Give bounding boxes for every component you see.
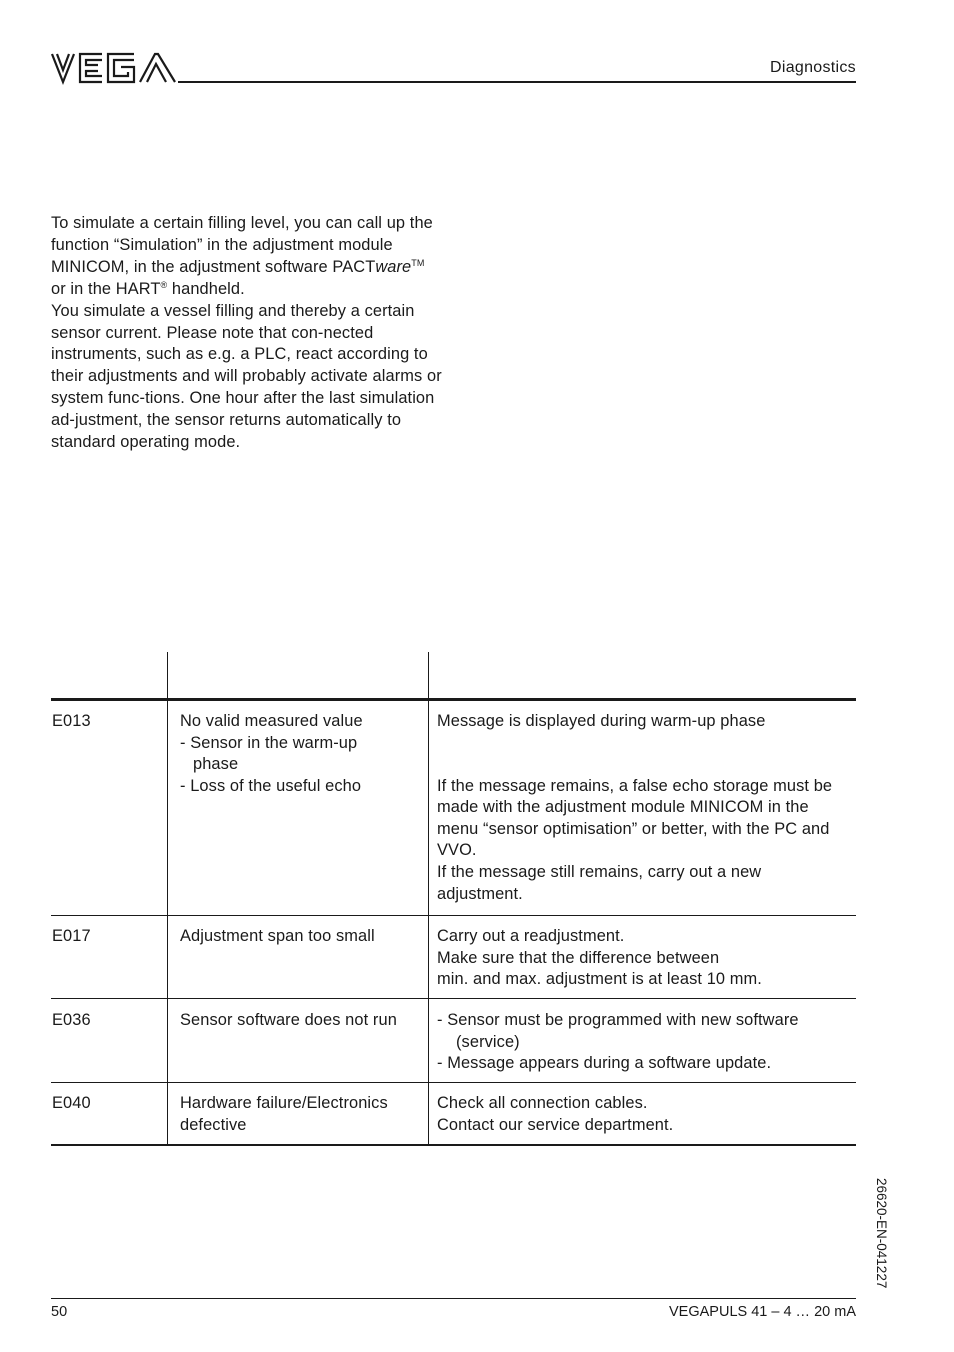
table-cell-remedy — [437, 1093, 849, 1136]
table-cell-cause — [180, 926, 424, 948]
table-header-rule — [51, 698, 856, 701]
table-cell-remedy — [437, 711, 849, 905]
table-row-divider — [51, 1082, 856, 1083]
registered-mark: ® — [160, 279, 168, 290]
table-cell-cause — [180, 711, 424, 797]
paragraph-1-text-2: or in the HART — [51, 279, 161, 298]
page-number: 50 — [51, 1304, 68, 1320]
remedy-line: Make sure that the difference between — [437, 948, 720, 967]
paragraph-1-text: To simulate a certain filling level, you can call up the function “Simulation” in the adjustment module MINICOM, in the adjustment software PACT — [51, 214, 433, 276]
cause-line: - Loss of the useful echo — [180, 776, 362, 795]
table-cell-code: E036 — [52, 1011, 91, 1029]
table-bottom-rule — [51, 1144, 856, 1146]
table-cell-cause — [180, 1093, 424, 1136]
cause-line: Sensor software does not run — [180, 1011, 397, 1029]
header-rule — [178, 81, 856, 83]
vega-logo — [50, 50, 178, 86]
cause-line: - Sensor in the warm-up — [180, 733, 358, 752]
table-cell-remedy — [437, 926, 849, 991]
remedy-line: - Message appears during a software update. — [437, 1054, 772, 1073]
table-cell-cause — [180, 1010, 416, 1032]
remedy-line: Contact our service department. — [437, 1115, 674, 1134]
table-cell-code: E013 — [52, 712, 91, 730]
cause-line: Hardware failure/Electronics defective — [180, 1094, 388, 1134]
remedy-line: Carry out a readjustment. — [437, 927, 625, 945]
footer-product-title: VEGAPULS 41 – 4 … 20 mA — [669, 1304, 856, 1320]
trademark-mark: TM — [411, 257, 425, 268]
paragraph-2: You simulate a vessel filling and thereby a certain sensor current. Please note that con-nected instruments, such as e.g. a PLC, react according to their adjustments and will probably activate alarms or system func-tions. One hour after the last simulation ad-justment, the sensor returns automatically to standard operating mode. — [51, 301, 442, 452]
paragraph-1 — [51, 213, 443, 301]
paragraph-1-ware: ware — [375, 257, 412, 276]
remedy-line: Check all connection cables. — [437, 1094, 648, 1112]
table-cell-remedy — [437, 1010, 849, 1075]
remedy-line: min. and max. adjustment is at least 10 mm. — [437, 970, 762, 989]
cause-line: phase — [193, 755, 239, 774]
simulation-paragraph — [51, 213, 443, 454]
table-column-divider-2 — [428, 652, 429, 1145]
table-cell-code: E017 — [52, 927, 91, 945]
section-title: Diagnostics — [769, 59, 856, 76]
footer-rule — [51, 1298, 856, 1299]
cause-line: Adjustment span too small — [180, 927, 375, 945]
document-code: 26620-EN-041227 — [874, 1178, 889, 1289]
table-column-divider-1 — [167, 652, 168, 1145]
remedy-line: - Sensor must be programmed with new software (service) — [437, 1011, 799, 1051]
paragraph-1-text-3: handheld. — [167, 279, 245, 298]
table-cell-code: E040 — [52, 1094, 91, 1112]
document-code-container — [871, 1178, 891, 1308]
remedy-line: If the message remains, a false echo storage must be made with the adjustment module MINICOM in the menu “sensor optimisation” or better, with the PC and VVO. — [437, 776, 833, 860]
table-row-divider — [51, 915, 856, 916]
vega-logo-graphic — [50, 50, 178, 86]
cause-line: No valid measured value — [180, 712, 363, 730]
remedy-line: If the message still remains, carry out a new adjustment. — [437, 862, 762, 903]
table-row-divider — [51, 998, 856, 999]
remedy-line: Message is displayed during warm-up phase — [437, 712, 766, 730]
